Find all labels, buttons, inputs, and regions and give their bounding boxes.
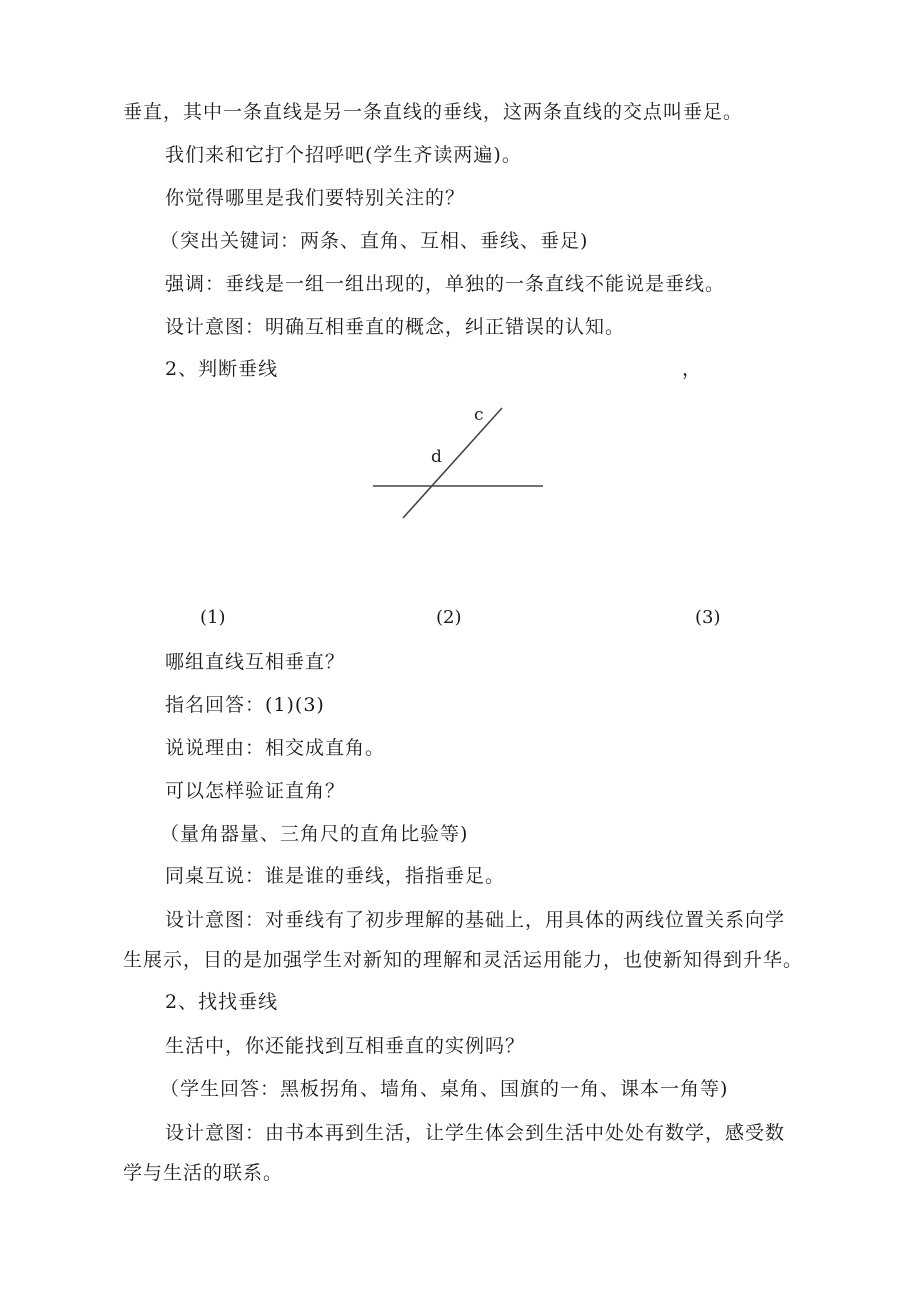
paragraph-which-perpendicular: 哪组直线互相垂直？ xyxy=(165,651,346,673)
stray-comma: ， xyxy=(682,358,703,380)
paragraph-emphasis: 强调：垂线是一组一组出现的，单独的一条直线不能说是垂线。 xyxy=(165,273,726,295)
figure-label-1: (1) xyxy=(200,607,226,628)
paragraph-reason: 说说理由：相交成直角。 xyxy=(165,737,386,759)
paragraph-greeting: 我们来和它打个招呼吧(学生齐读两遍)。 xyxy=(165,144,522,166)
section-heading-find-perpendicular: 2、找找垂线 xyxy=(165,991,279,1013)
figure-label-3: (3) xyxy=(695,607,721,628)
intersecting-lines-figure xyxy=(365,400,555,530)
paragraph-answer: 指名回答：(1)(3) xyxy=(165,694,325,716)
label-d: d xyxy=(431,447,442,467)
paragraph-design-intent-1: 设计意图：明确互相垂直的概念，纠正错误的认知。 xyxy=(165,316,626,338)
figure-label-2: (2) xyxy=(436,607,462,628)
paragraph-question-focus: 你觉得哪里是我们要特别关注的？ xyxy=(165,187,466,209)
section-heading-judge-perpendicular: 2、判断垂线 xyxy=(165,358,279,380)
paragraph-design-intent-2: 设计意图：对垂线有了初步理解的基础上，用具体的两线位置关系向学生展示，目的是加强学生对新知的理解和灵活运用能力，也使新知得到升华。 xyxy=(123,909,804,971)
paragraph-perpendicular-definition: 垂直，其中一条直线是另一条直线的垂线，这两条直线的交点叫垂足。 xyxy=(123,101,744,123)
label-c: c xyxy=(474,405,484,425)
paragraph-student-answers: （学生回答：黑板拐角、墙角、桌角、国旗的一角、课本一角等) xyxy=(160,1078,729,1100)
paragraph-desk-mate: 同桌互说：谁是谁的垂线，指指垂足。 xyxy=(165,865,506,887)
slanted-line xyxy=(403,408,502,518)
paragraph-verify-methods: （量角器量、三角尺的直角比验等) xyxy=(160,823,469,845)
paragraph-keywords: （突出关键词：两条、直角、互相、垂线、垂足) xyxy=(160,230,589,252)
paragraph-life-question: 生活中，你还能找到互相垂直的实例吗？ xyxy=(165,1035,526,1057)
paragraph-verify-question: 可以怎样验证直角？ xyxy=(165,780,346,802)
paragraph-design-intent-3: 设计意图：由书本再到生活，让学生体会到生活中处处有数学，感受数学与生活的联系。 xyxy=(123,1122,786,1184)
